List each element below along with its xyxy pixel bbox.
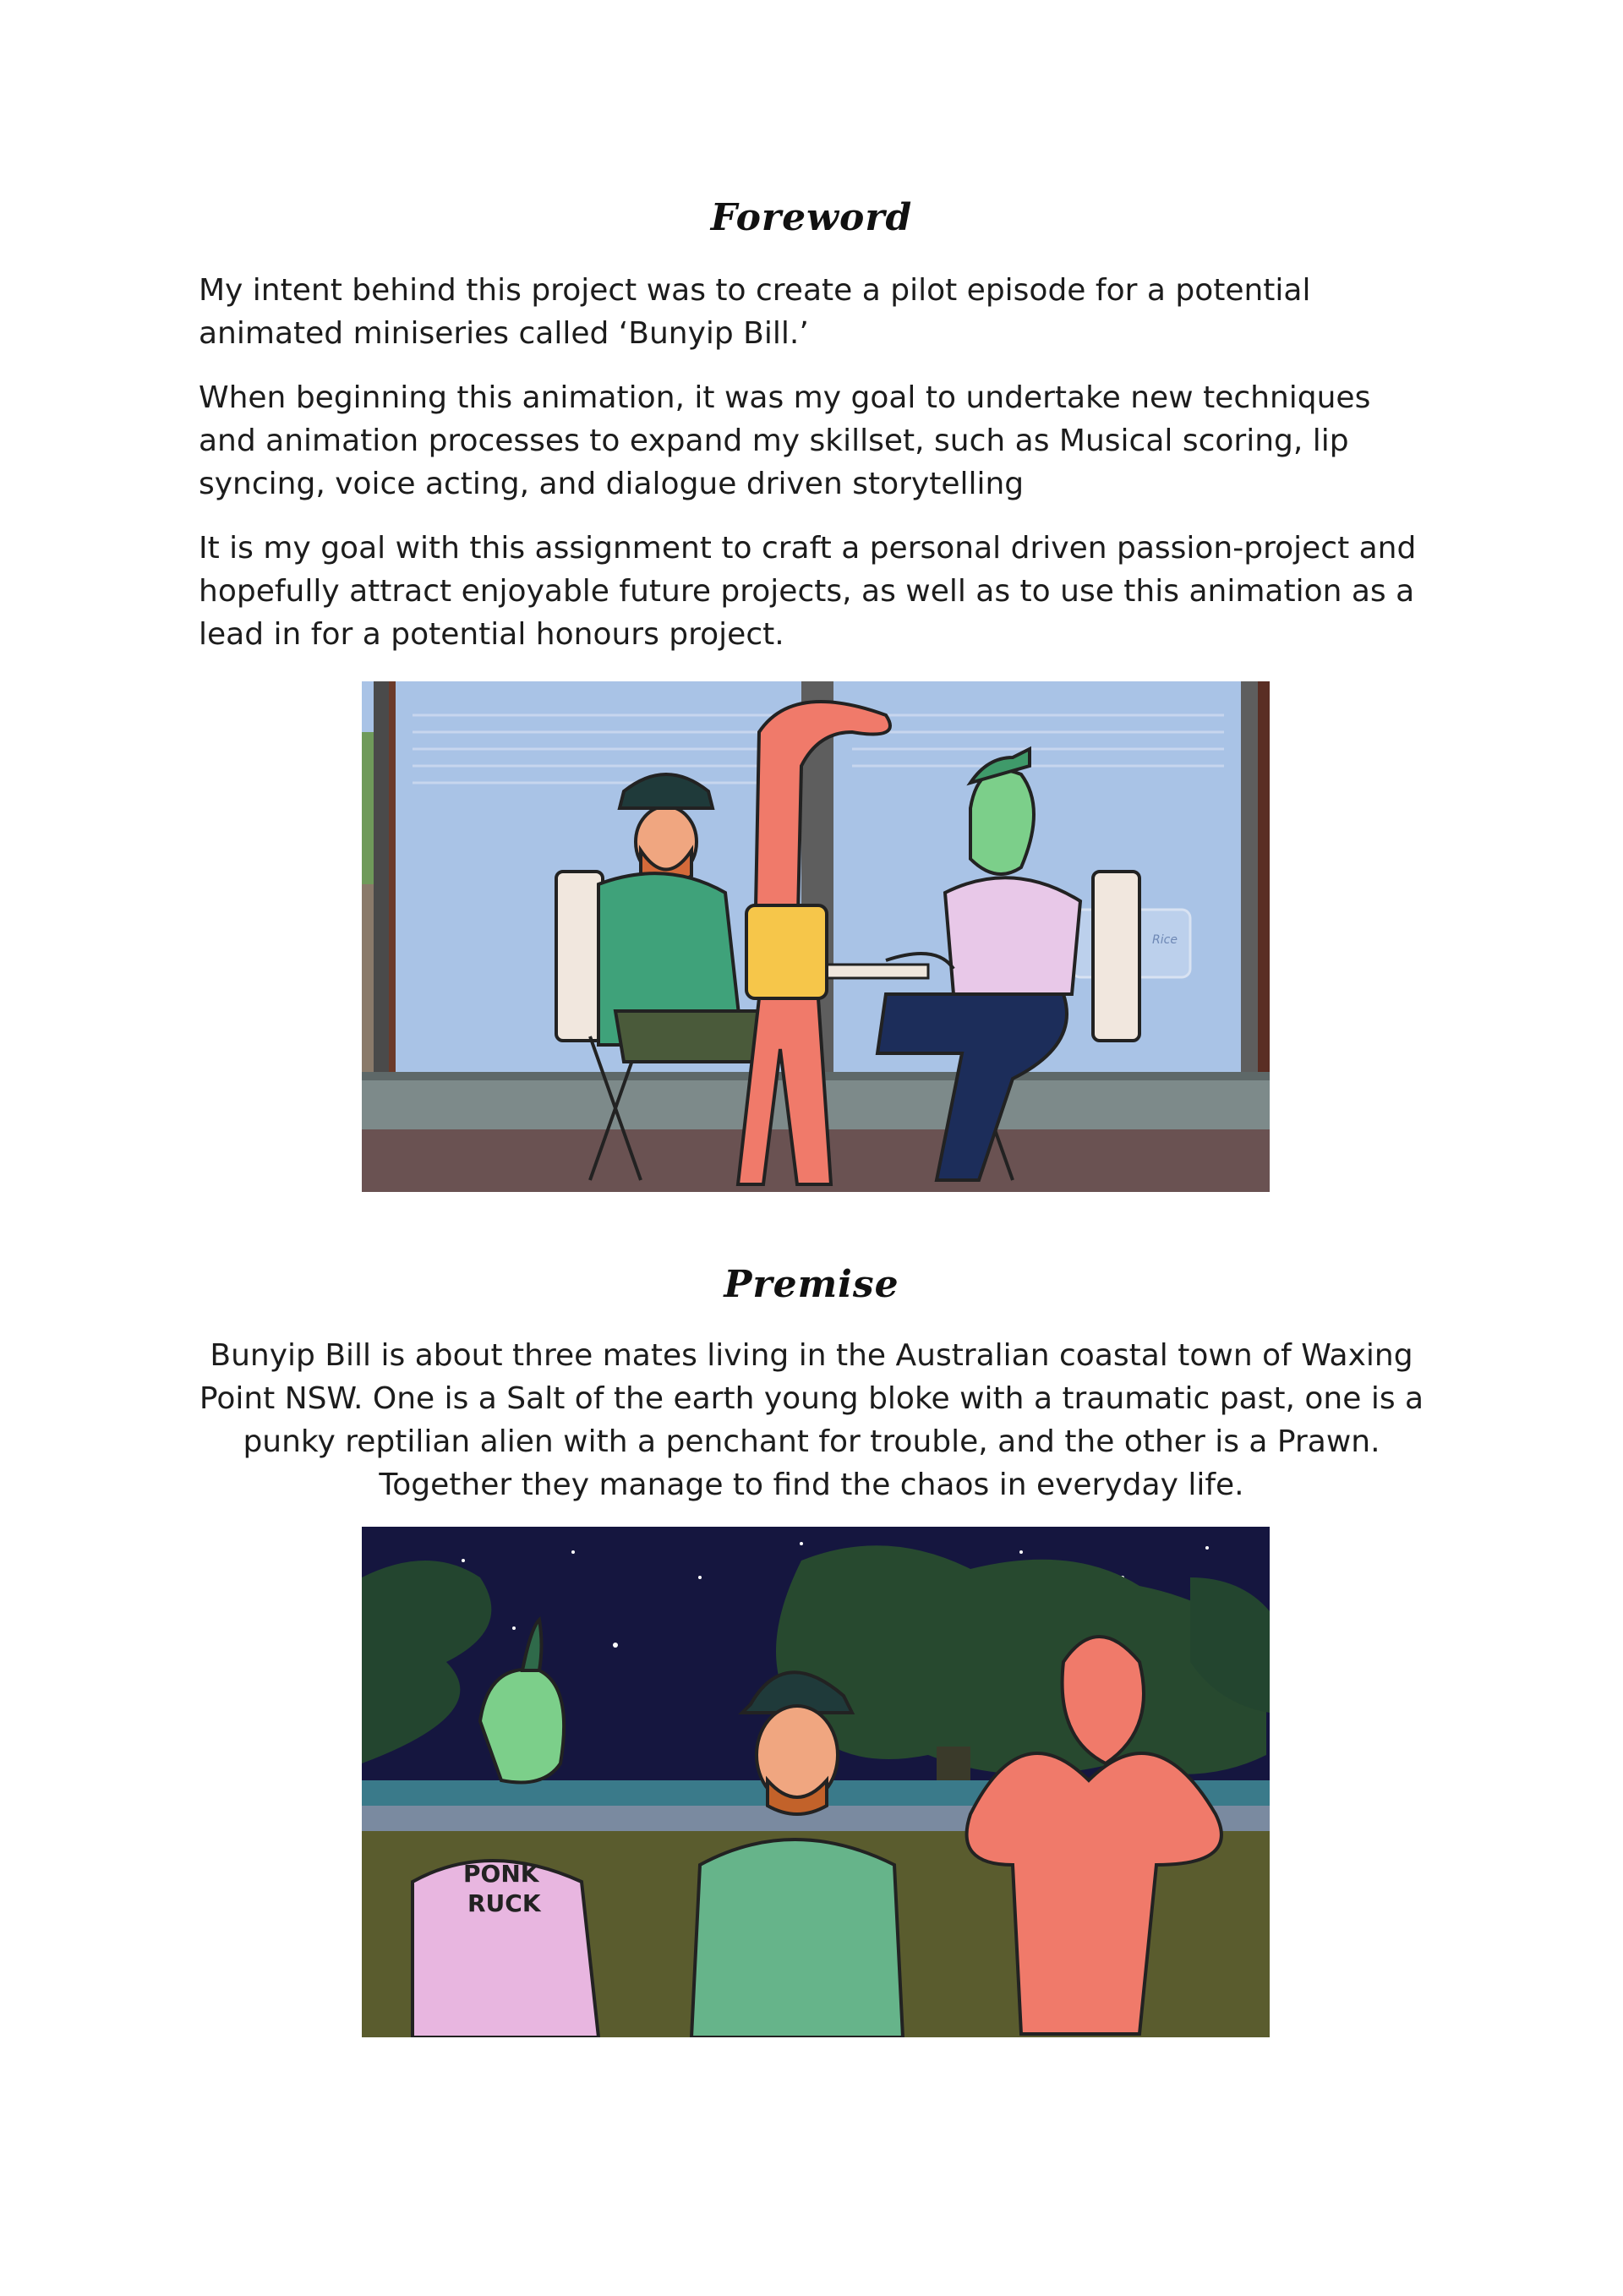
foreword-heading: Foreword	[710, 196, 913, 239]
night-park-scene-illustration	[362, 1527, 1270, 2037]
shirt-text-line2: RUCK	[467, 1889, 541, 1917]
premise-paragraph: Bunyip Bill is about three mates living in the Australian coastal town of Waxing Point NSW. One is a Salt of the earth young bloke with a traumatic past, one is a punky reptilian alien with a penchant for trouble, and the other is a Prawn. Together they manage to find the chaos in everyday life.	[199, 1338, 1424, 1502]
shop-sign-text: Rice	[1152, 933, 1178, 947]
premise-heading: Premise	[724, 1263, 899, 1306]
foreword-paragraph-3: It is my goal with this assignment to craft a personal driven passion-project and hopefully attract enjoyable future projects, as well as to use this animation as a lead in for a potential honours project.	[199, 531, 1417, 652]
cafe-scene-illustration	[362, 681, 1270, 1192]
shirt-text-line1: PONK	[463, 1860, 539, 1888]
foreword-paragraph-2: When beginning this animation, it was my goal to undertake new techniques and animation processes to expand my skillset, such as Musical scoring, lip syncing, voice acting, and dialogue driven storytelling	[199, 380, 1371, 501]
foreword-paragraph-1: My intent behind this project was to create a pilot episode for a potential animated miniseries called ‘Bunyip Bill.’	[199, 273, 1311, 351]
